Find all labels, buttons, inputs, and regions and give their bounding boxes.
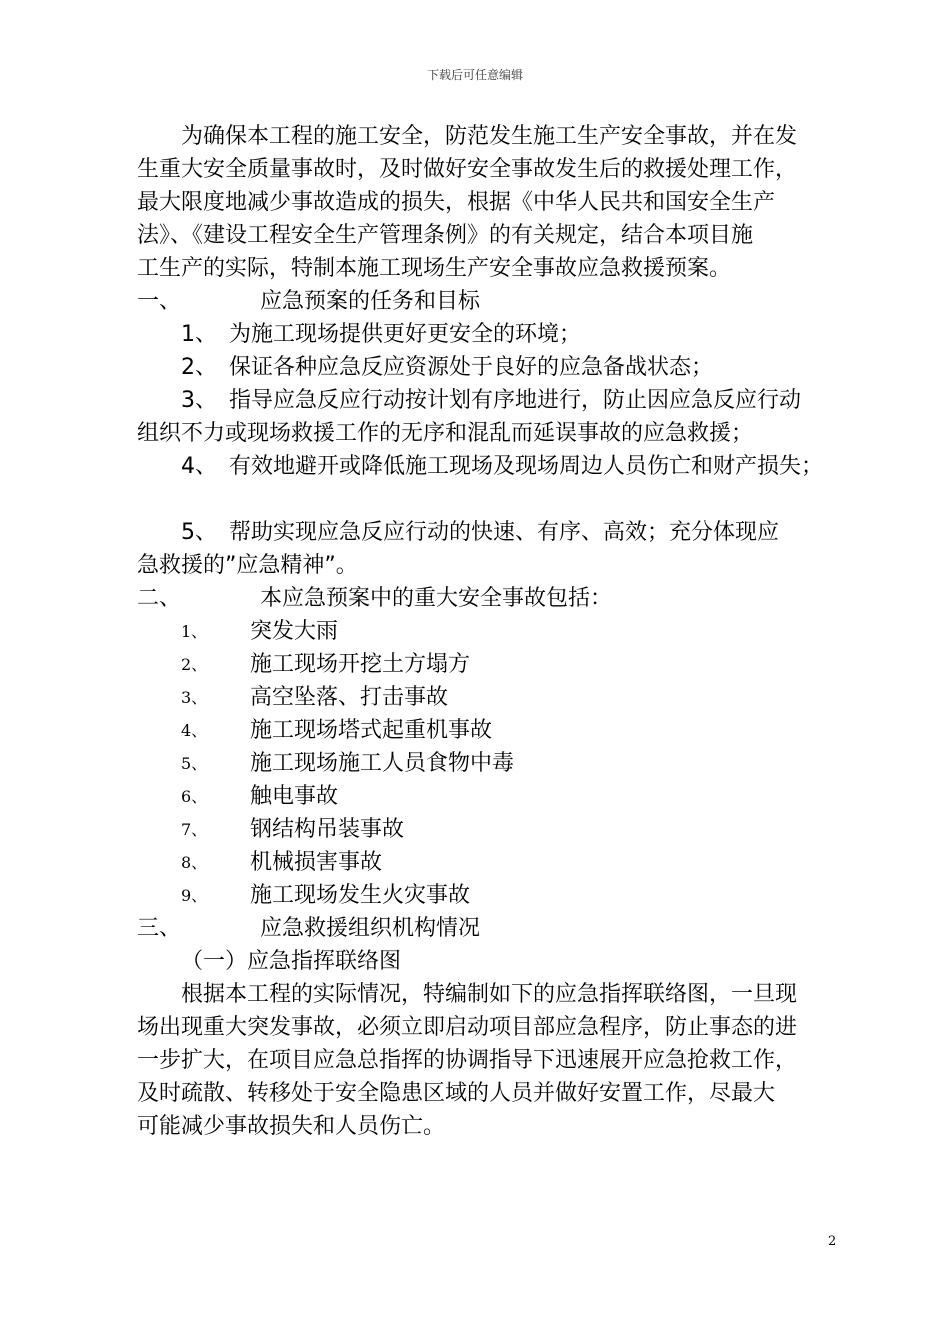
item-number: 7、: [181, 820, 208, 839]
list-item: [137, 879, 843, 912]
list-item: [137, 318, 843, 351]
section-2-heading: [137, 582, 843, 615]
list-item: [137, 846, 843, 879]
section-title: 本应急预案中的重大安全事故包括：: [260, 586, 613, 611]
item-number: 3、: [181, 688, 208, 707]
para-line: 及时疏散、转移处于安全隐患区域的人员并做好安置工作，尽最大: [137, 1081, 776, 1106]
section-1-heading: [137, 285, 843, 318]
list-item: [137, 714, 843, 747]
item-number: 4、: [181, 454, 217, 479]
item-text: 钢结构吊装事故: [250, 817, 405, 842]
item-number: 2、: [181, 355, 217, 380]
item-text: 指导应急反应行动按计划有序地进行，防止因应急反应行动: [229, 388, 802, 413]
item-text: 高空坠落、打击事故: [250, 685, 449, 710]
section-number: 三、: [137, 916, 182, 941]
item-number: 1、: [181, 622, 208, 641]
item-text: 施工现场施工人员食物中毒: [250, 751, 515, 776]
item-number: 2、: [181, 655, 208, 674]
item-continuation: 急救援的”应急精神”。: [137, 553, 358, 578]
item-number: 5、: [181, 754, 208, 773]
section-title: 应急救援组织机构情况: [260, 916, 481, 941]
list-item: [137, 681, 843, 714]
item-text: 帮助实现应急反应行动的快速、有序、高效；充分体现应: [229, 520, 780, 545]
page-number: 2: [828, 1234, 837, 1249]
section-3-paragraph: [137, 978, 843, 1143]
item-text: 施工现场塔式起重机事故: [250, 718, 493, 743]
item-number: 3、: [181, 388, 217, 413]
intro-line: 生重大安全质量事故时，及时做好安全事故发生后的救援处理工作，: [137, 157, 798, 182]
list-item: [137, 351, 843, 384]
list-item: [137, 648, 843, 681]
list-item: [137, 516, 843, 549]
subsection-title: （一）应急指挥联络图: [181, 949, 402, 974]
section-number: 一、: [137, 289, 182, 314]
list-item: [137, 450, 843, 483]
intro-line: 最大限度地减少事故造成的损失，根据《中华人民共和国安全生产: [137, 190, 776, 215]
intro-line: 工生产的实际，特制本施工现场生产安全事故应急救援预案。: [137, 256, 732, 281]
item-number: 5、: [181, 520, 217, 545]
item-text: 突发大雨: [250, 619, 339, 644]
section-title: 应急预案的任务和目标: [260, 289, 481, 314]
item-text: 有效地避开或降低施工现场及现场周边人员伤亡和财产损失；: [229, 454, 824, 479]
page-header: 下载后可任意编辑: [426, 68, 523, 82]
list-item: [137, 747, 843, 780]
list-item: [137, 813, 843, 846]
item-text: 机械损害事故: [250, 850, 383, 875]
intro-paragraph: [137, 120, 843, 285]
item-text: 触电事故: [250, 784, 339, 809]
para-line: 一步扩大，在项目应急总指挥的协调指导下迅速展开应急抢救工作，: [137, 1048, 798, 1073]
list-item: [137, 615, 843, 648]
item-number: 1、: [181, 322, 217, 347]
item-number: 8、: [181, 853, 208, 872]
intro-line: 法》、《建设工程安全生产管理条例》的有关规定，结合本项目施: [137, 223, 754, 248]
section-3-heading: [137, 912, 843, 945]
item-number: 4、: [181, 721, 208, 740]
item-text: 保证各种应急反应资源处于良好的应急备战状态；: [229, 355, 714, 380]
spacer: [137, 483, 843, 516]
section-number: 二、: [137, 586, 182, 611]
item-number: 6、: [181, 787, 208, 806]
para-line: 根据本工程的实际情况，特编制如下的应急指挥联络图，一旦现: [181, 982, 798, 1007]
list-item: [137, 780, 843, 813]
para-line: 场出现重大突发事故，必须立即启动项目部应急程序，防止事态的进: [137, 1015, 798, 1040]
intro-line: 为确保本工程的施工安全，防范发生施工生产安全事故，并在发: [181, 124, 798, 149]
item-text: 施工现场开挖土方塌方: [250, 652, 471, 677]
list-item: [137, 384, 843, 417]
document-body: [137, 120, 843, 1143]
item-text: 施工现场发生火灾事故: [250, 883, 471, 908]
para-line: 可能减少事故损失和人员伤亡。: [137, 1114, 446, 1139]
item-continuation: 组织不力或现场救援工作的无序和混乱而延误事故的应急救援；: [137, 421, 754, 446]
item-number: 9、: [181, 886, 208, 905]
item-text: 为施工现场提供更好更安全的环境；: [229, 322, 582, 347]
